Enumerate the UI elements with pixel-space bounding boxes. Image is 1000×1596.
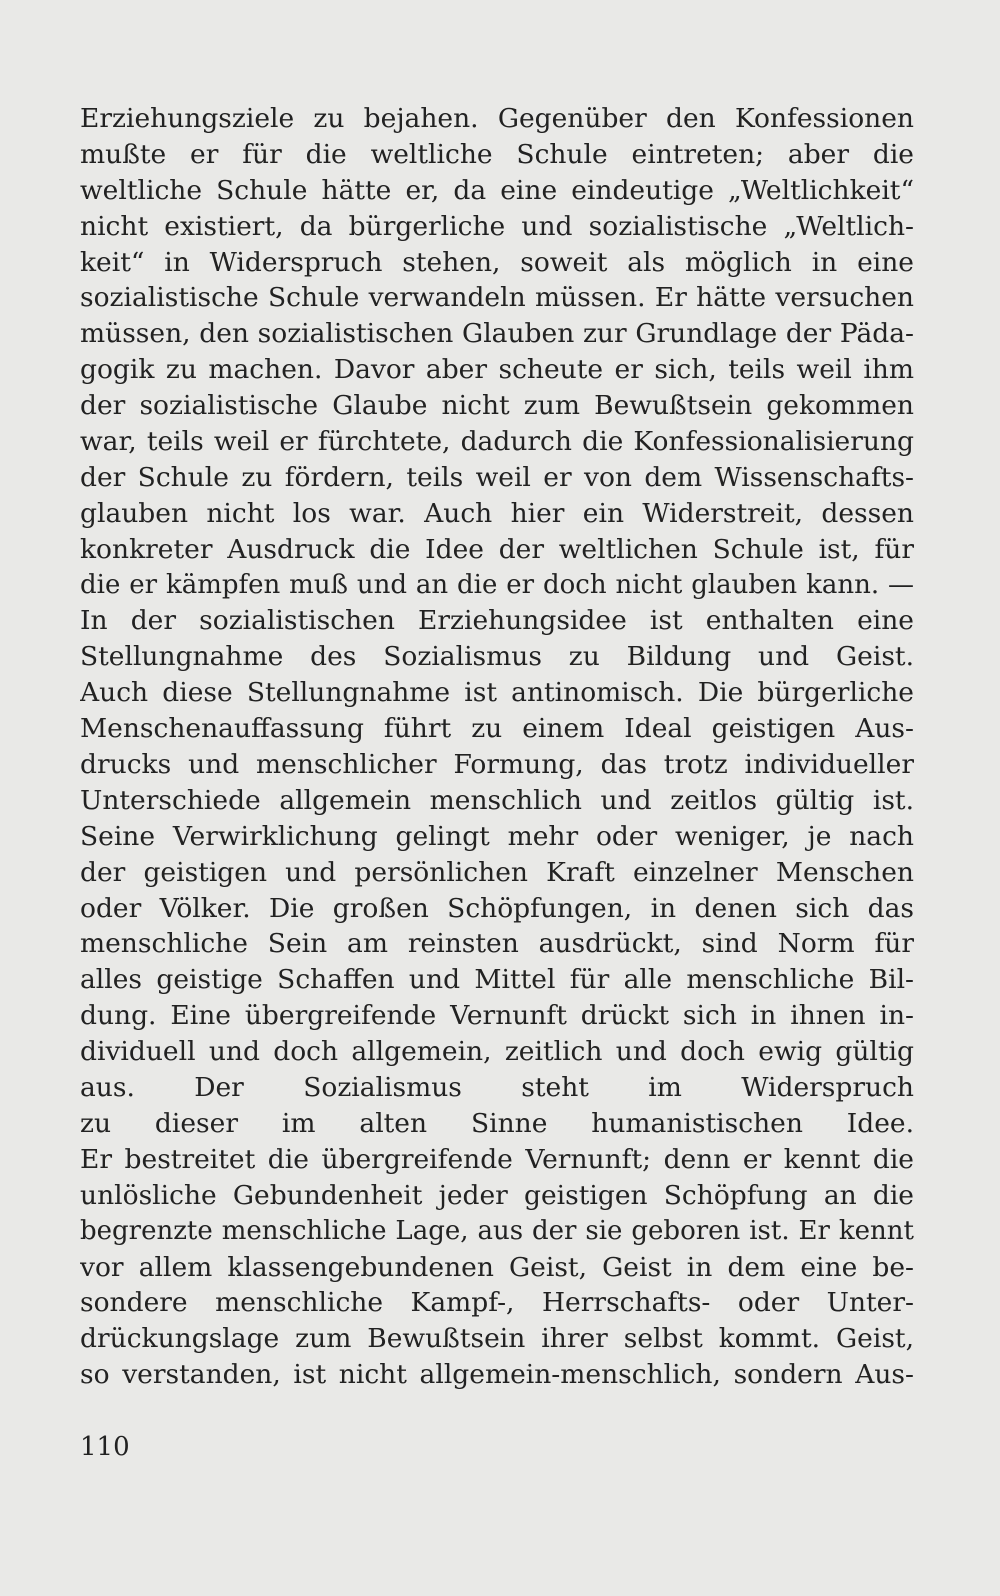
text-line: nicht existiert, da bürgerliche und sozialistische „Weltlich- <box>80 210 914 242</box>
text-line: oder Völker. Die großen Schöpfungen, in denen sich das <box>80 892 914 924</box>
text-line: dung. Eine übergreifende Vernunft drückt sich in ihnen in- <box>80 1000 914 1032</box>
text-line: müssen, den sozialistischen Glauben zur Grundlage der Päda- <box>80 318 914 350</box>
text-line: keit“ in Widerspruch stehen, soweit als möglich in eine <box>80 246 914 278</box>
text-line: war, teils weil er fürchtete, dadurch die Konfessionalisierung <box>80 426 914 458</box>
text-line: drückungslage zum Bewußtsein ihrer selbst kommt. Geist, <box>80 1323 914 1355</box>
text-line: konkreter Ausdruck die Idee der weltlichen Schule ist, für <box>80 533 914 565</box>
text-line: sondere menschliche Kampf-, Herrschafts- oder Unter- <box>80 1287 914 1319</box>
text-line: Stellungnahme des Sozialismus zu Bildung und Geist. <box>80 641 914 673</box>
body-text <box>80 101 914 1393</box>
text-line: Unterschiede allgemein menschlich und zeitlos gültig ist. <box>80 784 914 816</box>
text-line: unlösliche Gebundenheit jeder geistigen Schöpfung an die <box>80 1179 914 1211</box>
text-line: zu dieser im alten Sinne humanistischen Idee. <box>80 1107 914 1139</box>
text-line: der Schule zu fördern, teils weil er von dem Wissenschafts- <box>80 461 914 493</box>
text-line: In der sozialistischen Erziehungsidee ist enthalten eine <box>80 605 914 637</box>
text-line: der sozialistische Glaube nicht zum Bewußtsein gekommen <box>80 390 914 422</box>
text-line: mußte er für die weltliche Schule eintreten; aber die <box>80 138 914 170</box>
text-line: Er bestreitet die übergreifende Vernunft; denn er kennt die <box>80 1143 914 1175</box>
text-line: sozialistische Schule verwandeln müssen. Er hätte versuchen <box>80 282 914 314</box>
text-line: so verstanden, ist nicht allgemein-menschlich, sondern Aus- <box>80 1359 914 1391</box>
page-number: 110 <box>80 1432 130 1462</box>
text-line: Menschenauffassung führt zu einem Ideal geistigen Aus- <box>80 713 914 745</box>
text-line: alles geistige Schaffen und Mittel für alle menschliche Bil- <box>80 964 914 996</box>
text-line: Auch diese Stellungnahme ist antinomisch. Die bürgerliche <box>80 677 914 709</box>
text-line: weltliche Schule hätte er, da eine eindeutige „Weltlichkeit“ <box>80 174 914 206</box>
text-line: vor allem klassengebundenen Geist, Geist in dem eine be- <box>80 1251 914 1283</box>
text-line: menschliche Sein am reinsten ausdrückt, sind Norm für <box>80 928 914 960</box>
text-line: die er kämpfen muß und an die er doch nicht glauben kann. — <box>80 569 914 600</box>
text-line: begrenzte menschliche Lage, aus der sie geboren ist. Er kennt <box>80 1215 914 1246</box>
text-line: aus. Der Sozialismus steht im Widerspruch <box>80 1072 914 1104</box>
text-line: gogik zu machen. Davor aber scheute er sich, teils weil ihm <box>80 354 914 386</box>
text-line: glauben nicht los war. Auch hier ein Widerstreit, dessen <box>80 497 914 529</box>
text-line: der geistigen und persönlichen Kraft einzelner Menschen <box>80 856 914 888</box>
text-line: dividuell und doch allgemein, zeitlich und doch ewig gültig <box>80 1036 914 1068</box>
text-line: Erziehungsziele zu bejahen. Gegenüber den Konfessionen <box>80 103 914 134</box>
text-line: Seine Verwirklichung gelingt mehr oder weniger, je nach <box>80 820 914 852</box>
text-line: drucks und menschlicher Formung, das trotz individueller <box>80 749 914 781</box>
